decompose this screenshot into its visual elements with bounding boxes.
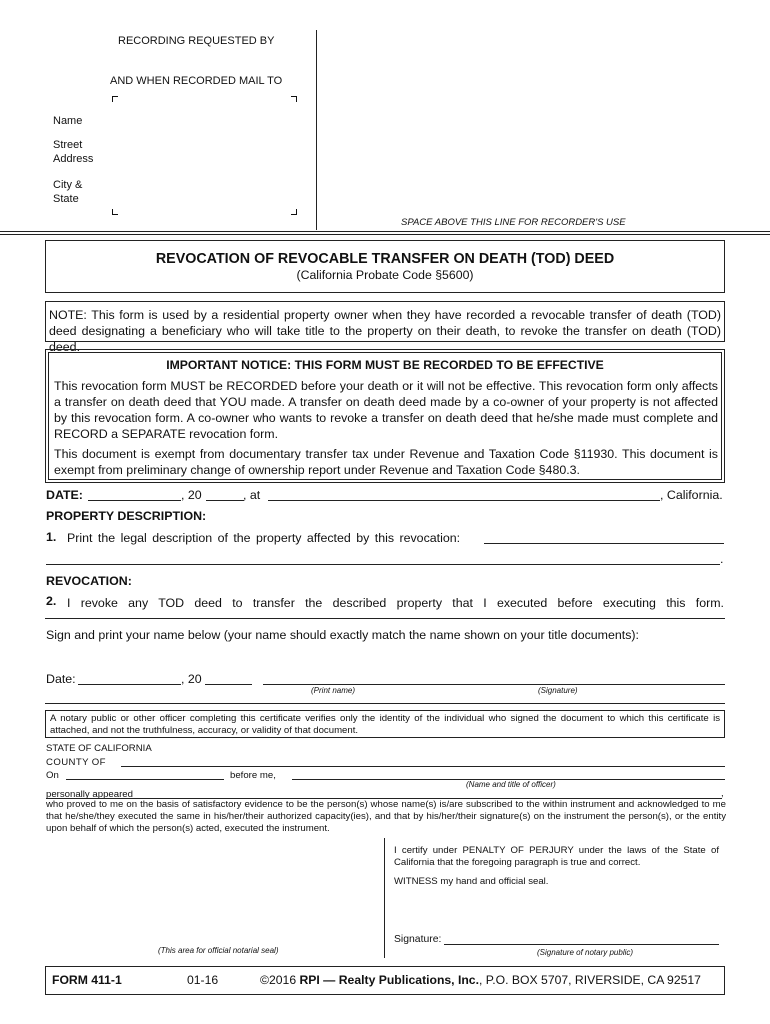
notary-signature-caption: (Signature of notary public) bbox=[537, 948, 634, 957]
sign-comma-20: , 20 bbox=[181, 672, 202, 686]
on-label: On bbox=[46, 770, 59, 781]
city-label: City & bbox=[53, 179, 83, 191]
revocation-heading: REVOCATION: bbox=[46, 574, 132, 588]
bracket-bottom-right bbox=[291, 209, 297, 215]
property-period: . bbox=[720, 552, 724, 566]
form-title: REVOCATION OF REVOCABLE TRANSFER ON DEATH (TOD) DEED bbox=[155, 251, 615, 267]
sign-divider bbox=[45, 703, 725, 704]
publisher-address: , P.O. BOX 5707, RIVERSIDE, CA 92517 bbox=[478, 973, 701, 987]
revocation-text: I revoke any TOD deed to transfer the described property that I executed before executing this form. bbox=[67, 596, 724, 610]
recording-requested-by: RECORDING REQUESTED BY bbox=[118, 35, 275, 47]
and-when-recorded: AND WHEN RECORDED MAIL TO bbox=[110, 75, 283, 87]
certify-text: I certify under PENALTY OF PERJURY under the laws of the State of California that the foregoing paragraph is true and correct. bbox=[394, 845, 719, 868]
date-label: DATE: bbox=[46, 488, 83, 502]
date-california: , California. bbox=[660, 488, 723, 502]
sign-date-blank[interactable] bbox=[78, 684, 181, 685]
place-blank[interactable] bbox=[268, 500, 660, 501]
personally-appeared: personally appeared bbox=[46, 789, 133, 800]
revocation-divider bbox=[45, 618, 725, 619]
notice-heading: IMPORTANT NOTICE: THIS FORM MUST BE RECORDED TO BE EFFECTIVE bbox=[166, 358, 604, 372]
seal-divider bbox=[384, 838, 385, 958]
bracket-top-right bbox=[291, 96, 297, 102]
form-version: 01-16 bbox=[187, 973, 219, 987]
note-line-1: NOTE: This form is used by a residential property owner when they have recorded a revocable transfer of death (TOD) bbox=[49, 308, 721, 322]
sign-instruction: Sign and print your name below (your name should exactly match the name shown on your title documents): bbox=[46, 628, 639, 642]
date-blank[interactable] bbox=[88, 500, 181, 501]
note-line-2: deed designating a beneficiary who will take title to the property on their death, to revoke the transfer on death (TOD) deed. bbox=[49, 324, 721, 354]
property-text: Print the legal description of the property affected by this revocation: bbox=[67, 531, 461, 545]
notary-signature-label: Signature: bbox=[394, 934, 442, 945]
county-blank[interactable] bbox=[121, 766, 725, 767]
seal-area-caption: (This area for official notarial seal) bbox=[158, 946, 279, 955]
name-label: Name bbox=[53, 115, 83, 127]
witness-text: WITNESS my hand and official seal. bbox=[394, 876, 549, 887]
recorder-divider bbox=[316, 30, 317, 230]
print-name-line[interactable] bbox=[263, 684, 725, 685]
bracket-bottom-left bbox=[112, 209, 118, 215]
address-label: Address bbox=[53, 153, 94, 165]
sign-date-label: Date: bbox=[46, 672, 76, 686]
print-name-caption: (Print name) bbox=[311, 686, 356, 695]
form-subtitle: (California Probate Code §5600) bbox=[296, 268, 474, 282]
bracket-top-left bbox=[112, 96, 118, 102]
state-label: State bbox=[53, 193, 79, 205]
property-heading: PROPERTY DESCRIPTION: bbox=[46, 509, 207, 523]
appeared-comma: , bbox=[721, 788, 724, 799]
copyright: ©2016 bbox=[260, 973, 300, 987]
notary-signature-blank[interactable] bbox=[444, 944, 719, 945]
recorder-line-1 bbox=[0, 231, 770, 232]
revocation-number: 2. bbox=[46, 594, 57, 608]
on-date-blank[interactable] bbox=[66, 779, 224, 780]
notary-disclaimer: A notary public or other officer completing this certificate verifies only the identity of the individual who signed the document to which this certificate is attached, and not the truthfulness, accuracy, or validity of that document. bbox=[50, 713, 720, 736]
county-of: COUNTY OF bbox=[46, 757, 106, 768]
property-number: 1. bbox=[46, 530, 57, 544]
publisher-name: RPI — Realty Publications, Inc. bbox=[299, 973, 479, 987]
recorder-line-2 bbox=[0, 234, 770, 235]
date-comma-at: , at bbox=[243, 488, 261, 502]
officer-caption: (Name and title of officer) bbox=[466, 780, 556, 789]
proved-text: who proved to me on the basis of satisfactory evidence to be the person(s) whose name(s) is/are subscribed to the within instrument and acknowledged to me that he/she/they executed the same in his/her/their authorized capacity(ies), and that by his/her/their signature(s) on the instrument the person(s), or the entity upon behalf of which the person(s) acted, executed the instrument. bbox=[46, 799, 726, 834]
property-blank-2[interactable] bbox=[46, 564, 720, 565]
notice-paragraph-2: This document is exempt from documentary transfer tax under Revenue and Taxation Code §11930. This document is exempt from preliminary change of ownership report under Revenue and Taxation Code §480.3. bbox=[54, 447, 718, 477]
form-number: FORM 411-1 bbox=[52, 973, 122, 987]
state-of-california: STATE OF CALIFORNIA bbox=[46, 743, 152, 754]
street-label: Street bbox=[53, 139, 83, 151]
year-blank[interactable] bbox=[206, 500, 244, 501]
footer-publisher bbox=[260, 973, 701, 987]
notice-paragraph-1: This revocation form MUST be RECORDED before your death or it will not be effective. This revocation form only affects a transfer on death deed that YOU made. A transfer on death deed made by a co-owner of your property is not affected by this revocation form. A co-owner who wants to revoke a transfer on death deed that he/she made must complete and RECORD a SEPARATE revocation form. bbox=[54, 379, 718, 441]
sign-year-blank[interactable] bbox=[205, 684, 252, 685]
date-comma-20: , 20 bbox=[181, 488, 202, 502]
property-blank-1[interactable] bbox=[484, 543, 724, 544]
space-above-line: SPACE ABOVE THIS LINE FOR RECORDER'S USE bbox=[401, 217, 626, 228]
signature-caption: (Signature) bbox=[538, 686, 578, 695]
before-me: before me, bbox=[230, 770, 276, 781]
